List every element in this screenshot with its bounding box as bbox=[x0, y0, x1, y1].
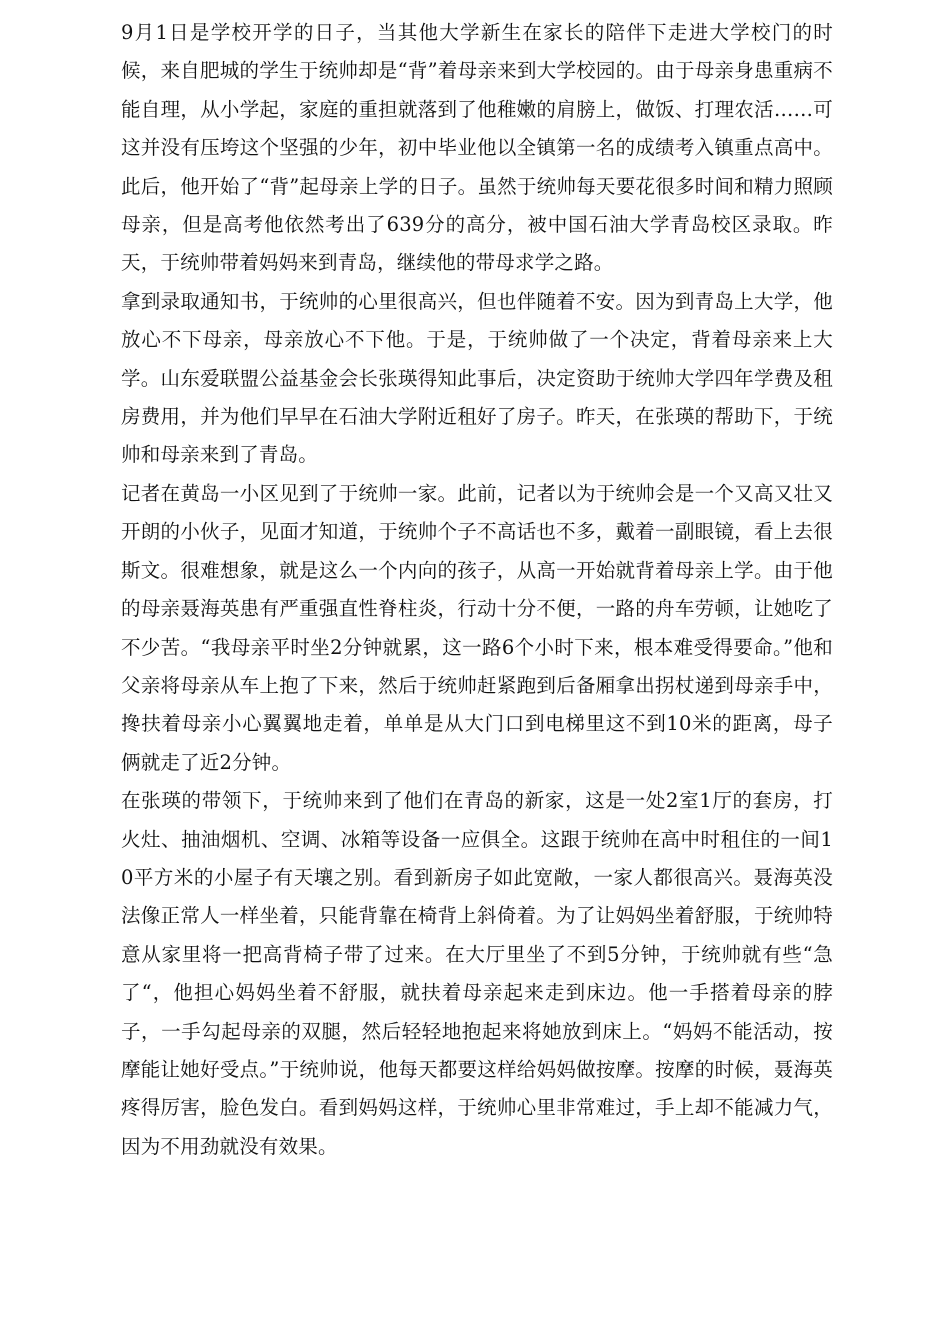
paragraph-3: 记者在黄岛一小区见到了于统帅一家。此前，记者以为于统帅会是一个又高又壮又开朗的小伙子，见面才知道，于统帅个子不高话也不多，戴着一副眼镜，看上去很斯文。很难想象，就是这么一个内向的孩子，从高一开始就背着母亲上学。由于他的母亲聂海英患有严重强直性脊柱炎，行动十分不便，一路的舟车劳顿，让她吃了不少苦。“我母亲平时坐2分钟就累，这一路6个小时下来，根本难受得要命。”他和父亲将母亲从车上抱了下来，然后于统帅赶紧跑到后备厢拿出拐杖递到母亲手中，搀扶着母亲小心翼翼地走着，单单是从大门口到电梯里这不到10米的距离，母子俩就走了近2分钟。 bbox=[121, 481, 833, 774]
article-body bbox=[121, 14, 833, 1166]
paragraph-1: 9月1日是学校开学的日子，当其他大学新生在家长的陪伴下走进大学校门的时候，来自肥城的学生于统帅却是“背”着母亲来到大学校园的。由于母亲身患重病不能自理，从小学起，家庭的重担就落到了他稚嫩的肩膀上，做饭、打理农活……可这并没有压垮这个坚强的少年，初中毕业他以全镇第一名的成绩考入镇重点高中。此后，他开始了“背”起母亲上学的日子。虽然于统帅每天要花很多时间和精力照顾母亲，但是高考他依然考出了639分的高分，被中国石油大学青岛校区录取。昨天，于统帅带着妈妈来到青岛，继续他的带母求学之路。 bbox=[121, 21, 833, 275]
paragraph-4: 在张瑛的带领下，于统帅来到了他们在青岛的新家，这是一处2室1厅的套房，打火灶、抽油烟机、空调、冰箱等设备一应俱全。这跟于统帅在高中时租住的一间10平方米的小屋子有天壤之别。看到新房子如此宽敞，一家人都很高兴。聂海英没法像正常人一样坐着，只能背靠在椅背上斜倚着。为了让妈妈坐着舒服，于统帅特意从家里将一把高背椅子带了过来。在大厅里坐了不到5分钟，于统帅就有些“急了“，他担心妈妈坐着不舒服，就扶着母亲起来走到床边。他一手搭着母亲的脖子，一手勾起母亲的双腿，然后轻轻地抱起来将她放到床上。“妈妈不能活动，按摩能让她好受点。”于统帅说，他每天都要这样给妈妈做按摩。按摩的时候，聂海英疼得厉害，脸色发白。看到妈妈这样，于统帅心里非常难过，手上却不能减力气，因为不用劲就没有效果。 bbox=[121, 789, 833, 1158]
paragraph-2: 拿到录取通知书，于统帅的心里很高兴，但也伴随着不安。因为到青岛上大学，他放心不下母亲，母亲放心不下他。于是，于统帅做了一个决定，背着母亲来上大学。山东爱联盟公益基金会长张瑛得知此事后，决定资助于统帅大学四年学费及租房费用，并为他们早早在石油大学附近租好了房子。昨天，在张瑛的帮助下，于统帅和母亲来到了青岛。 bbox=[121, 289, 833, 467]
